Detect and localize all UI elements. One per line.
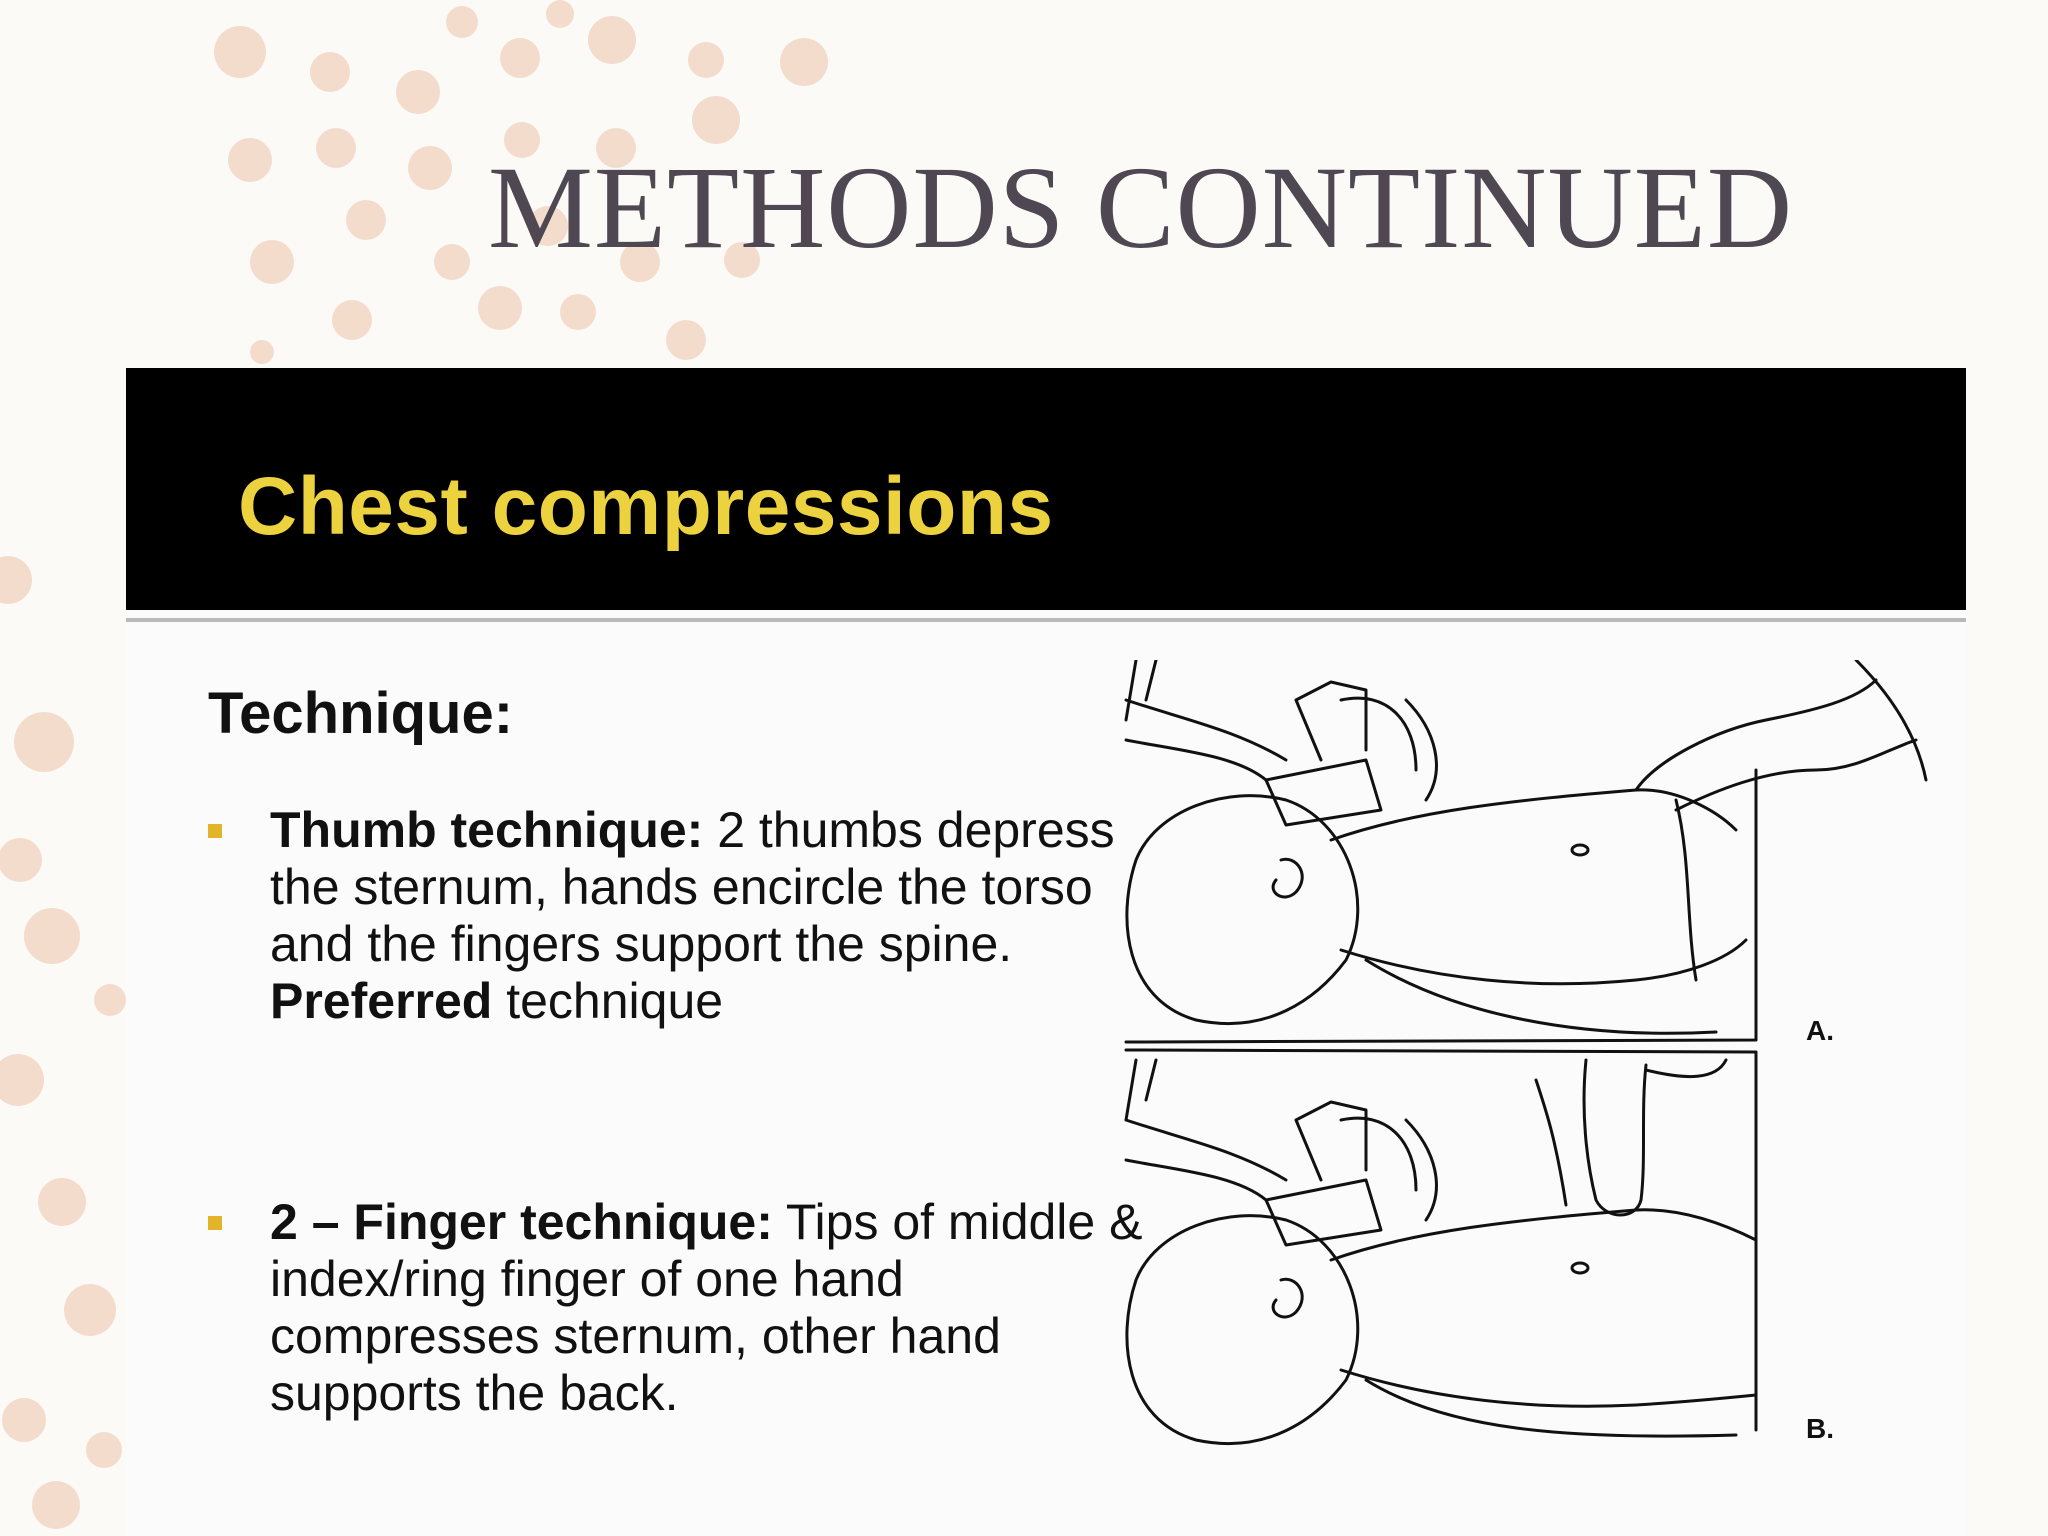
bullet-marker <box>208 824 222 838</box>
bullet-text <box>270 1194 1158 1422</box>
slide-header-bar <box>126 368 1966 610</box>
panel-b-label: B. <box>1806 1413 1834 1444</box>
bullet-description: 2 thumbs depress the sternum, hands encircle the torso and the fingers support the spine. <box>270 802 1115 972</box>
bullet-lead: 2 – Finger technique: <box>270 1194 773 1250</box>
panel-a-drawing <box>1126 660 1926 1042</box>
bullet-thumb-technique <box>208 802 1158 1030</box>
bullet-description: Tips of middle & index/ring finger of one hand compresses sternum, other hand supports the back. <box>270 1194 1143 1421</box>
slide-heading: Chest compressions <box>238 461 1054 552</box>
bullet-emphasis: Preferred <box>270 973 493 1029</box>
infant-compression-illustration <box>1116 660 1946 1510</box>
bullet-marker <box>208 1216 222 1230</box>
embedded-slide-image <box>126 368 1966 1536</box>
bullet-finger-technique <box>208 1194 1158 1422</box>
bullet-tail: technique <box>492 973 724 1029</box>
bullet-text <box>270 802 1158 1030</box>
header-divider <box>126 618 1966 622</box>
technique-label: Technique: <box>208 681 514 746</box>
bullet-lead: Thumb technique: <box>270 802 704 858</box>
page-title: METHODS CONTINUED <box>488 142 1794 273</box>
panel-a-label: A. <box>1806 1015 1834 1046</box>
panel-b-drawing <box>1126 1050 1756 1444</box>
